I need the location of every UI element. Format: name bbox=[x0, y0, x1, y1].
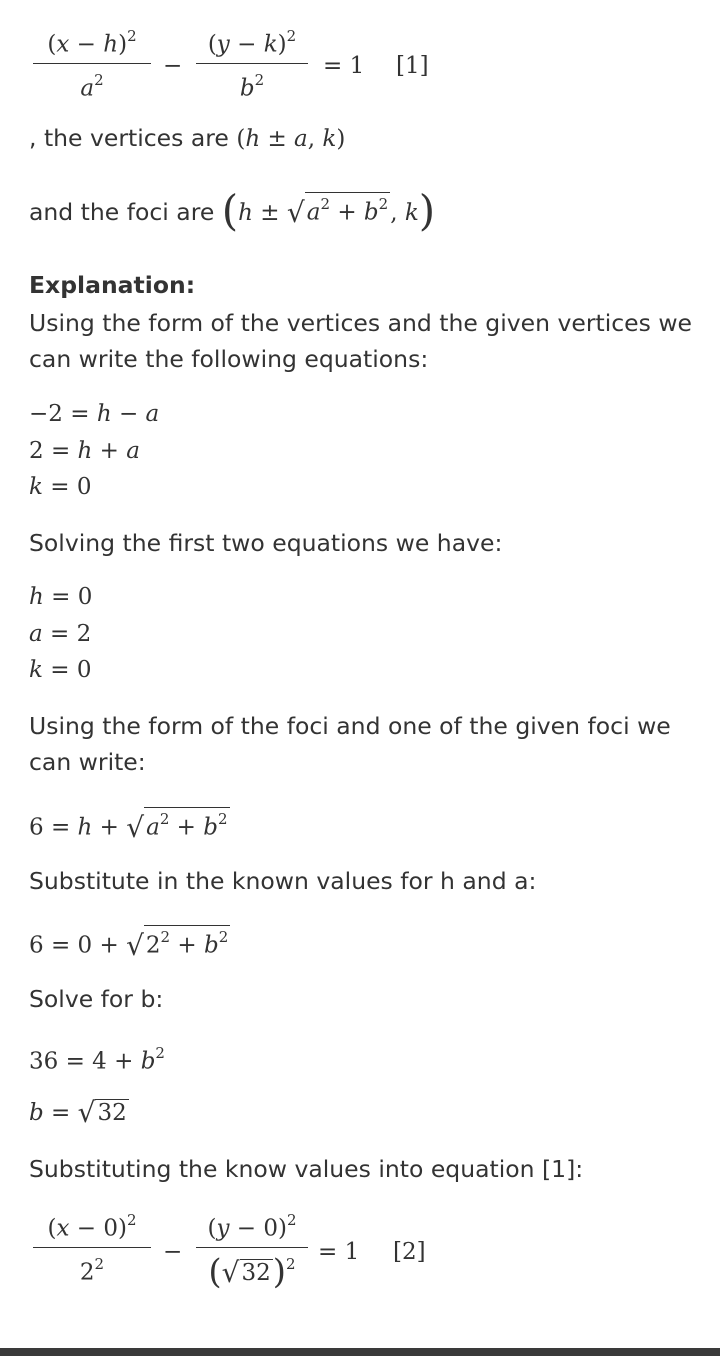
vertices-line: , the vertices are (h ± a, k) bbox=[29, 124, 346, 152]
eq-focus: $6 = h + √a^2 + b^2$ bbox=[29, 807, 230, 843]
paragraph-substituting: Substituting the know values into equation [1]: bbox=[29, 1155, 584, 1183]
fraction-y0-term: $(y - 0)^2$ $(√32)^2$ bbox=[196, 1208, 308, 1287]
eq-b-value: b = √32 bbox=[29, 1096, 127, 1129]
eq-a-value: a = 2 bbox=[29, 621, 92, 647]
fraction-x-term: $(x - h)^2$ $a^2$ bbox=[33, 24, 151, 103]
eq-vertex-right: 2 = h + a bbox=[29, 438, 140, 464]
paragraph-foci: Using the form of the foci and one of the given foci we can write: bbox=[29, 712, 671, 776]
eq-vertex-left: −2 = h − a bbox=[29, 401, 160, 427]
paragraph-solving: Solving the first two equations we have: bbox=[29, 529, 503, 557]
equation-tag-1: [1] bbox=[396, 53, 429, 79]
eq-b-squared: $36 = 4 + b^2$ bbox=[29, 1044, 165, 1075]
fraction-x0-term: $(x - 0)^2$ $2^2$ bbox=[33, 1208, 151, 1287]
eq-h-value: h = 0 bbox=[29, 584, 93, 610]
equation-tag-2: [2] bbox=[393, 1239, 426, 1265]
eq-focus-substituted: $6 = 0 + √2^2 + b^2$ bbox=[29, 925, 230, 961]
eq-k: k = 0 bbox=[29, 474, 92, 500]
answer-page: $(x - h)^2$ $a^2$ − $(y - k)^2$ $b^2$ = 1 [1] , the vertices are (h ± a, k) and the foci are ($h \pm √a^2 + b^2$, k) Explanation: Using the form of the vertices and the given vertices we can write the following equations: −2 = h − a 2 = h + a k = 0 Solving the first two equations we have: h = 0 a = 2 k = 0 Using the form of the foci and one of the given foci we can write: $6 = h + √a^2 + b^2$ Substitute in the known values for h and a: $6 = 0 + √2^2 + b^2$ Solve for b: $36 = 4 + b^2$ b = √32 Substituting the know values into equation [1]: $(x - 0)^2$ $2^2$ − $(y - 0)^2$ $(√32)^2$ = 1 [2] bbox=[0, 0, 720, 1356]
paragraph-vertices: Using the form of the vertices and the given vertices we can write the following equations: bbox=[29, 309, 693, 373]
paragraph-solve-b: Solve for b: bbox=[29, 985, 164, 1013]
explanation-heading: Explanation: bbox=[29, 271, 196, 299]
fraction-y-term: $(y - k)^2$ $b^2$ bbox=[196, 24, 308, 103]
paragraph-substitute: Substitute in the known values for h and a: bbox=[29, 867, 537, 895]
bottom-bar bbox=[0, 1348, 720, 1356]
eq-k-value: k = 0 bbox=[29, 657, 92, 683]
foci-line: and the foci are ($h \pm √a^2 + b^2$, k) bbox=[29, 186, 436, 235]
